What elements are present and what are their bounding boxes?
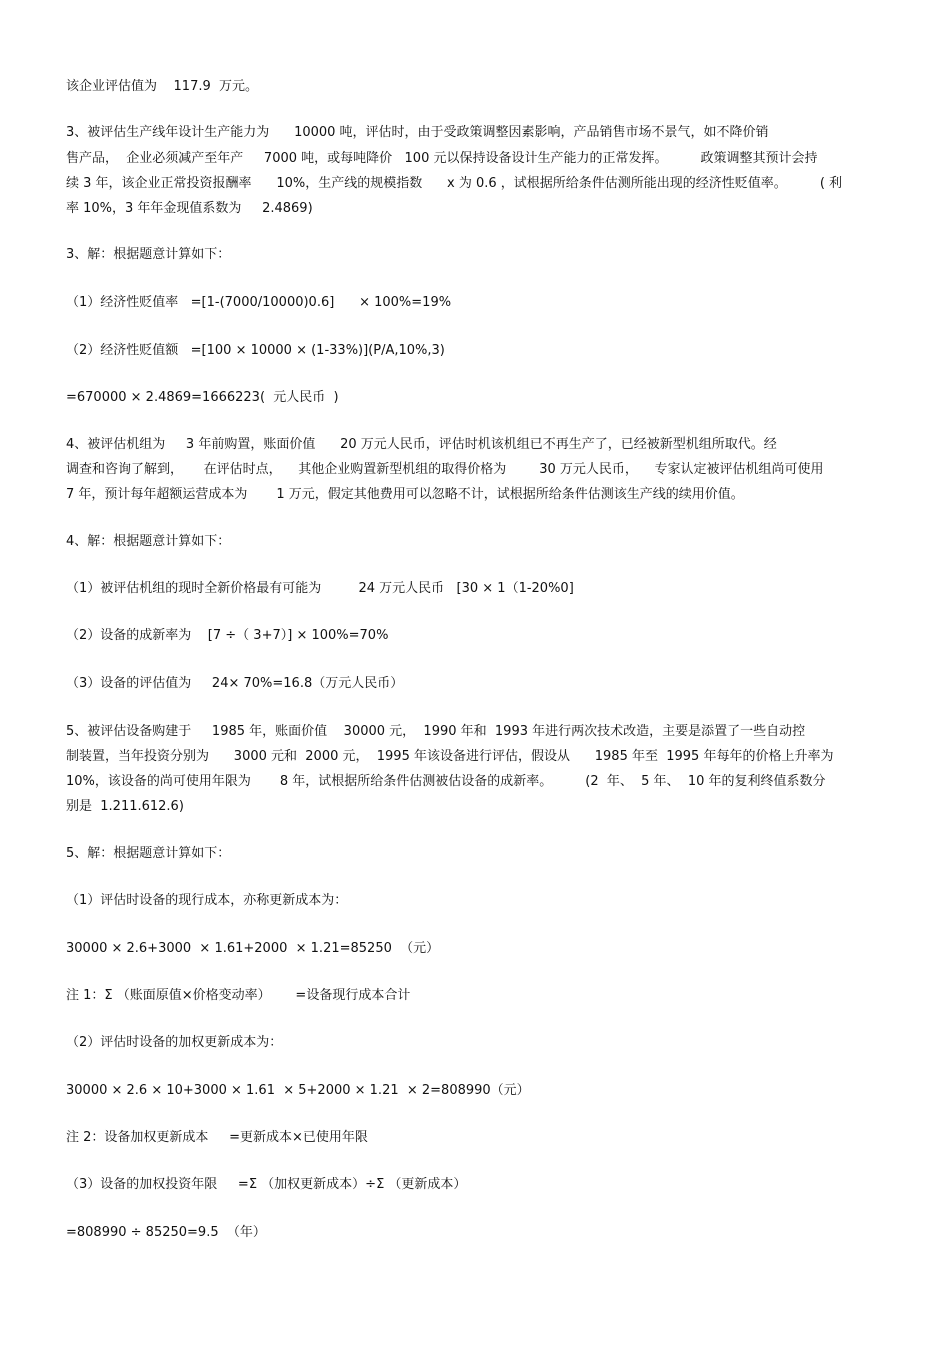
text-line: =808990 ÷ 85250=9.5 （年） [66,1225,266,1240]
text-line: 30000 × 2.6+3000 × 1.61+2000 × 1.21=85250 （元） [66,941,440,956]
text-line: 续 3 年，该企业正常投资报酬率 10%，生产线的规模指数 x 为 0.6 ，试根据所给条件估测所能出现的经济性贬值率。 ( 利 [66,176,843,191]
text-line: （1）经济性贬值率 =[1-(7000/10000)0.6] × 100%=19% [66,295,452,310]
text-line: 注 1：Σ （账面原值×价格变动率） =设备现行成本合计 [66,988,411,1003]
text-line: 4、解：根据题意计算如下： [66,534,231,549]
text-line: （1）评估时设备的现行成本，亦称更新成本为： [66,893,348,908]
text-line: 率 10%，3 年年金现值系数为 2.4869) [66,201,313,216]
text-line: 调查和咨询了解到， 在评估时点， 其他企业购置新型机组的取得价格为 30 万元人民币， 专家认定被评估机组尚可使用 [66,462,824,477]
text-line: （2）评估时设备的加权更新成本为： [66,1035,283,1050]
text-line: 4、被评估机组为 3 年前购置，账面价值 20 万元人民币，评估时机该机组已不再生产了，已经被新型机组所取代。经 [66,437,777,452]
text-line: 5、被评估设备购建于 1985 年，账面价值 30000 元， 1990 年和 1993 年进行两次技术改造，主要是添置了一些自动控 [66,724,806,739]
text-line: 注 2：设备加权更新成本 =更新成本×已使用年限 [66,1130,368,1145]
text-line: =670000 × 2.4869=1666223( 元人民币 ) [66,390,339,405]
text-line: 别是 1.211.612.6) [66,799,184,814]
text-line: （2）经济性贬值额 =[100 × 10000 × (1-33%)](P/A,10%,3) [66,343,445,358]
text-line: 10%，该设备的尚可使用年限为 8 年，试根据所给条件估测被估设备的成新率。 (2 年、 5 年、 10 年的复利终值系数分 [66,774,826,789]
text-line: 30000 × 2.6 × 10+3000 × 1.61 × 5+2000 × 1.21 × 2=808990（元） [66,1083,530,1098]
text-line: （3）设备的评估值为 24× 70%=16.8（万元人民币） [66,676,404,691]
text-line: 3、解：根据题意计算如下： [66,247,231,262]
text-line: 7 年，预计每年超额运营成本为 1 万元，假定其他费用可以忽略不计，试根据所给条件估测该生产线的续用价值。 [66,487,744,502]
text-line: 制装置，当年投资分别为 3000 元和 2000 元， 1995 年该设备进行评估，假设从 1985 年至 1995 年每年的价格上升率为 [66,749,834,764]
text-line: 5、解：根据题意计算如下： [66,846,231,861]
text-line: （2）设备的成新率为 [7 ÷（ 3+7）] × 100%=70% [66,628,389,643]
text-line: 3、被评估生产线年设计生产能力为 10000 吨，评估时，由于受政策调整因素影响，产品销售市场不景气，如不降价销 [66,125,769,140]
text-line: （3）设备的加权投资年限 =Σ （加权更新成本）÷Σ （更新成本） [66,1177,467,1192]
text-line: （1）被评估机组的现时全新价格最有可能为 24 万元人民币 [30 × 1（1-20%0] [66,581,574,596]
text-line: 售产品， 企业必须减产至年产 7000 吨，或每吨降价 100 元以保持设备设计生产能力的正常发挥。 政策调整其预计会持 [66,151,818,166]
text-line: 该企业评估值为 117.9 万元。 [66,79,259,94]
